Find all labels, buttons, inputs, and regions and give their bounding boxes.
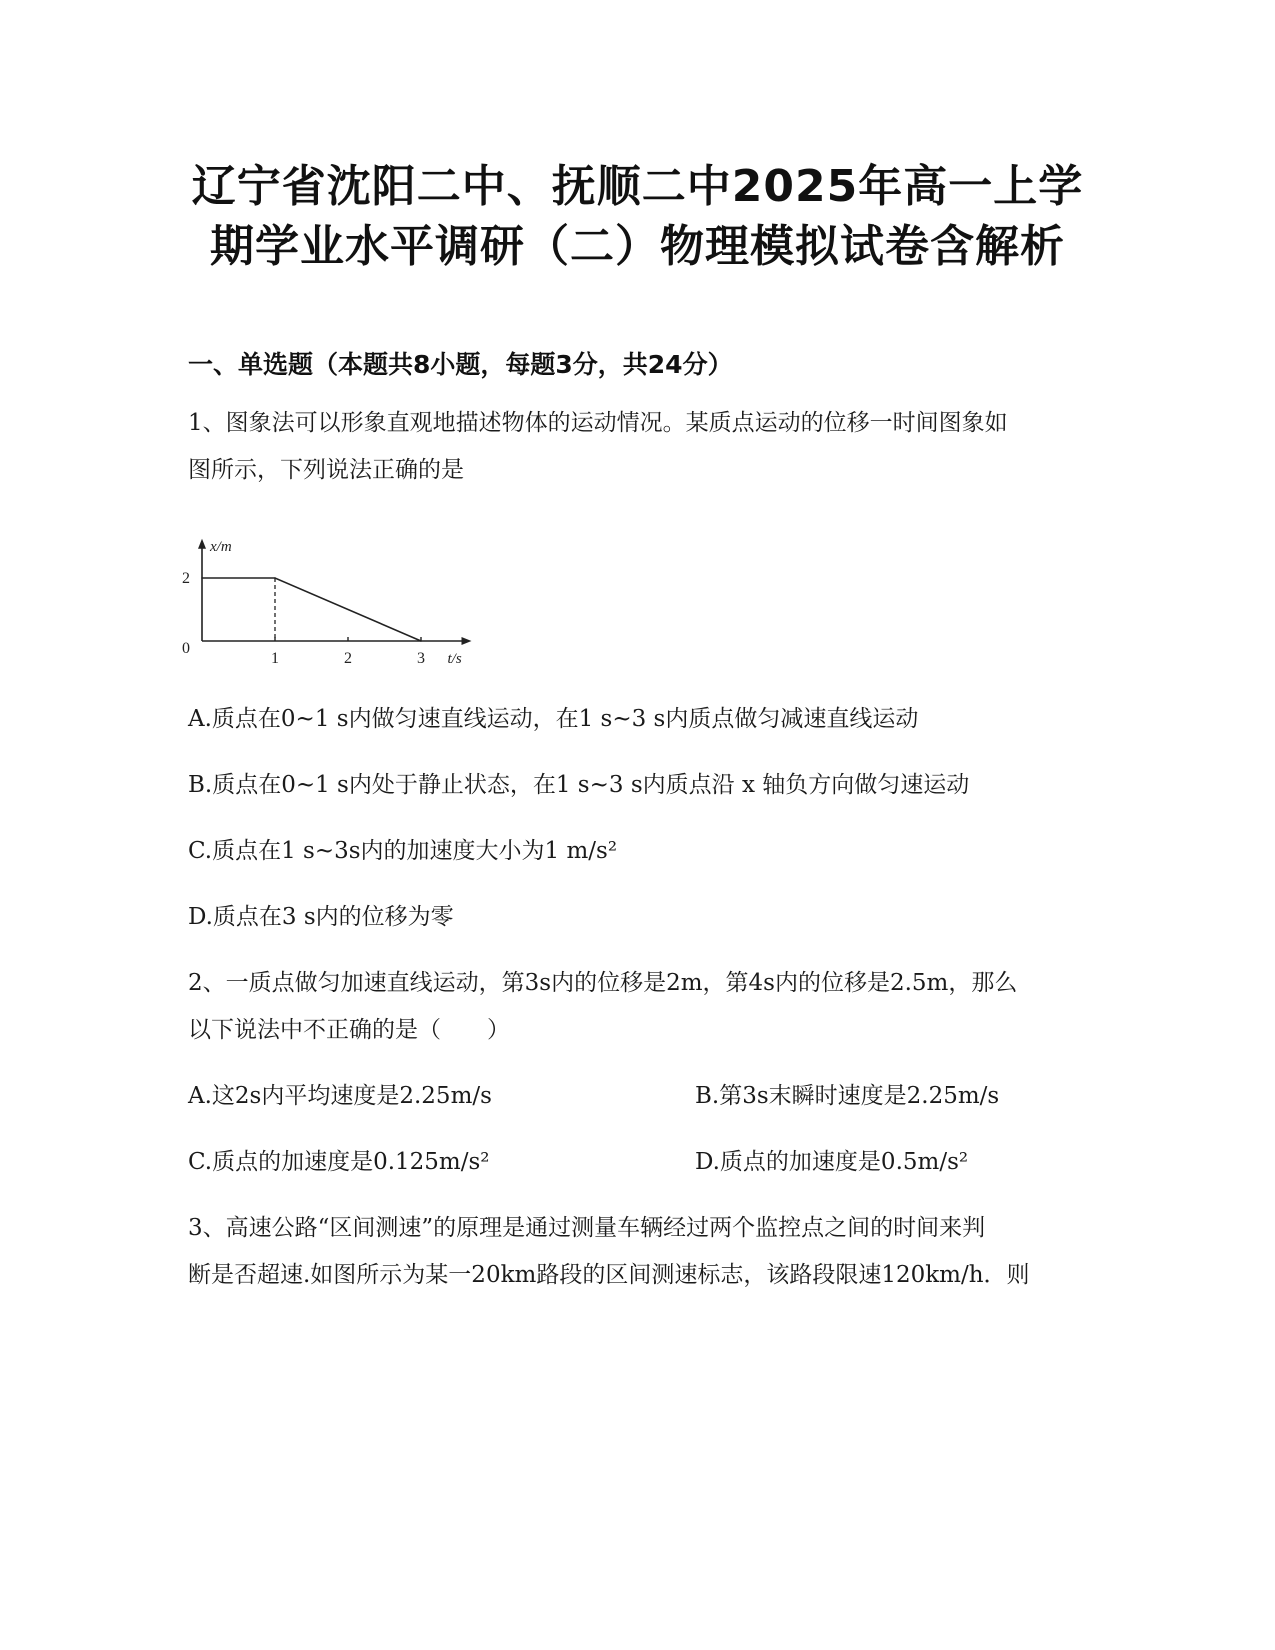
- x-tick-label-2: 2: [344, 650, 352, 667]
- displacement-time-graph: [180, 515, 490, 685]
- question-1-option-d: D.质点在3 s内的位移为零: [188, 904, 454, 930]
- data-point-2: [420, 640, 422, 642]
- x-tick-label-3: 3: [417, 650, 425, 667]
- x-tick-label-1: 1: [271, 650, 279, 667]
- question-1-stem-line-2: 图所示，下列说法正确的是: [188, 457, 464, 483]
- data-point-0: [201, 577, 203, 579]
- question-2-stem-line-2: 以下说法中不正确的是（ ）: [188, 1017, 510, 1043]
- question-1-stem-line-1: 1、图象法可以形象直观地描述物体的运动情况。某质点运动的位移一时间图象如: [188, 410, 1008, 436]
- question-2-option-c: C.质点的加速度是0.125m/s²: [188, 1149, 490, 1175]
- question-1-option-a: A.质点在0~1 s内做匀速直线运动，在1 s~3 s内质点做匀减速直线运动: [188, 706, 919, 732]
- section-heading: 一、单选题（本题共8小题，每题3分，共24分）: [188, 350, 733, 379]
- question-2-option-d: D.质点的加速度是0.5m/s²: [695, 1149, 969, 1175]
- question-2-stem-line-1: 2、一质点做匀加速直线运动，第3s内的位移是2m，第4s内的位移是2.5m，那么: [188, 970, 1018, 996]
- question-2-option-b: B.第3s末瞬时速度是2.25m/s: [695, 1083, 1000, 1109]
- data-point-1: [274, 577, 276, 579]
- document-title-line-1: 辽宁省沈阳二中、抚顺二中2025年高一上学: [191, 161, 1084, 212]
- y-axis-label: x/m: [210, 538, 232, 555]
- series-line-x-t: [202, 578, 421, 641]
- y-axis-arrow: [198, 539, 206, 549]
- x-axis-label: t/s: [447, 651, 462, 667]
- question-2-option-a: A.这2s内平均速度是2.25m/s: [188, 1083, 492, 1109]
- question-1-option-c: C.质点在1 s~3s内的加速度大小为1 m/s²: [188, 838, 618, 864]
- x-axis-arrow: [462, 637, 472, 645]
- question-1-option-b: B.质点在0~1 s内处于静止状态，在1 s~3 s内质点沿 x 轴负方向做匀速运动: [188, 772, 970, 798]
- document-title-line-2: 期学业水平调研（二）物理模拟试卷含解析: [210, 221, 1065, 272]
- origin-label: 0: [182, 640, 190, 657]
- question-3-stem-line-2: 断是否超速.如图所示为某一20km路段的区间测速标志，该路段限速120km/h．则: [188, 1262, 1030, 1288]
- question-3-stem-line-1: 3、高速公路“区间测速”的原理是通过测量车辆经过两个监控点之间的时间来判: [188, 1215, 986, 1241]
- y-tick-label-2: 2: [182, 570, 190, 587]
